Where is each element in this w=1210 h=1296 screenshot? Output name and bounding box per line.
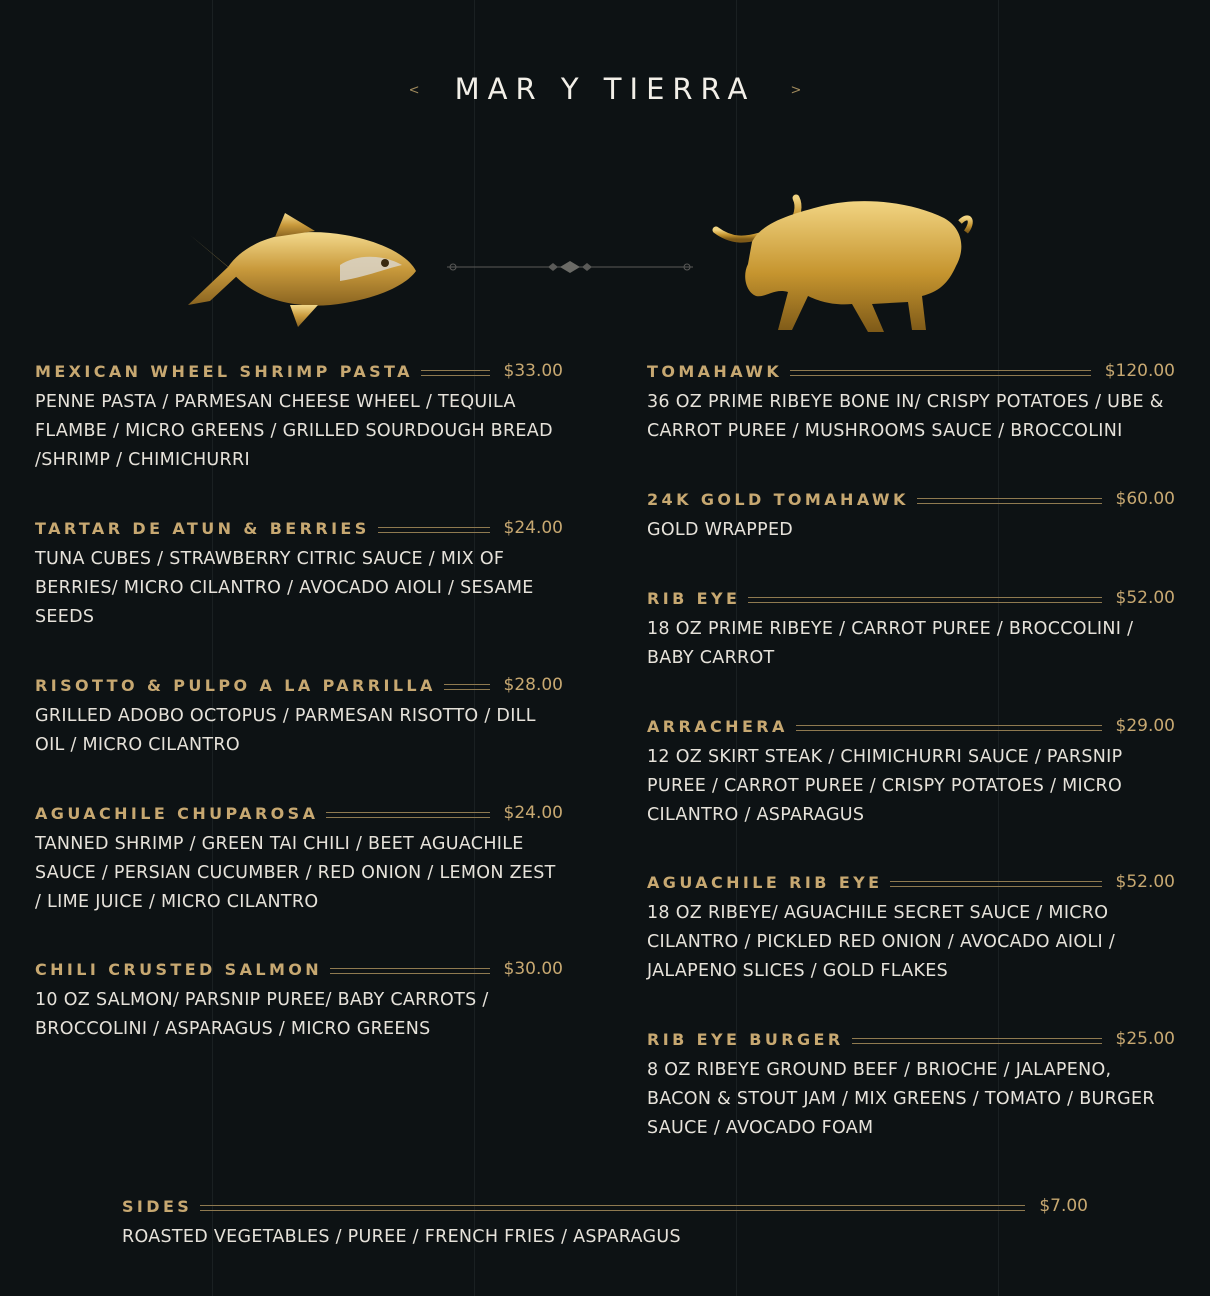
seafood-menu-column: [35, 360, 563, 1058]
menu-item-name: CHILI CRUSTED SALMON: [35, 959, 323, 979]
leader-line: [890, 881, 1101, 887]
menu-item: [647, 488, 1175, 587]
menu-item: [35, 517, 563, 674]
menu-item: [647, 1028, 1175, 1138]
menu-item-name: MEXICAN WHEEL SHRIMP PASTA: [35, 361, 413, 381]
ornament-divider: [445, 258, 695, 276]
menu-item-name: ARRACHERA: [647, 716, 788, 736]
menu-item-price: $28.00: [503, 675, 563, 695]
menu-item-price: $52.00: [1115, 588, 1175, 608]
leader-line: [444, 684, 490, 690]
menu-item-price: $30.00: [503, 959, 563, 979]
leader-line: [917, 498, 1102, 504]
menu-item-name: RIB EYE: [647, 588, 741, 608]
menu-item-price: $25.00: [1115, 1029, 1175, 1049]
menu-item-name: SIDES: [122, 1196, 193, 1216]
menu-item: [122, 1195, 1088, 1252]
menu-item-description: ROASTED VEGETABLES / PUREE / FRENCH FRIES / ASPARAGUS: [122, 1227, 681, 1247]
menu-header: [0, 72, 1210, 106]
leader-line: [748, 597, 1101, 603]
leader-line: [330, 968, 489, 974]
menu-item-description: PENNE PASTA / PARMESAN CHEESE WHEEL / TEQUILA FLAMBE / MICRO GREENS / GRILLED SOURDOUGH BREAD /SHRIMP / CHIMICHURRI: [35, 392, 553, 470]
leader-line: [378, 527, 490, 533]
menu-item-description: 18 OZ RIBEYE/ AGUACHILE SECRET SAUCE / MICRO CILANTRO / PICKLED RED ONION / AVOCADO AIOLI / JALAPENO SLICES / GOLD FLAKES: [647, 903, 1116, 981]
menu-item-description: 10 OZ SALMON/ PARSNIP PUREE/ BABY CARROTS / BROCCOLINI / ASPARAGUS / MICRO GREENS: [35, 990, 489, 1039]
menu-item-description: TUNA CUBES / STRAWBERRY CITRIC SAUCE / MIX OF BERRIES/ MICRO CILANTRO / AVOCADO AIOLI / SESAME SEEDS: [35, 549, 534, 627]
prev-arrow-icon[interactable]: <: [408, 83, 420, 98]
menu-item: [647, 715, 1175, 871]
leader-line: [421, 370, 490, 376]
menu-item-price: $33.00: [503, 361, 563, 381]
menu-item-price: $24.00: [503, 803, 563, 823]
menu-item-description: TANNED SHRIMP / GREEN TAI CHILI / BEET AGUACHILE SAUCE / PERSIAN CUCUMBER / RED ONION / LEMON ZEST / LIME JUICE / MICRO CILANTRO: [35, 834, 556, 912]
menu-item: [35, 802, 563, 958]
menu-item: [647, 360, 1175, 488]
menu-item: [647, 587, 1175, 715]
menu-item-price: $120.00: [1104, 361, 1175, 381]
menu-item-name: RIB EYE BURGER: [647, 1029, 844, 1049]
menu-item-price: $52.00: [1115, 872, 1175, 892]
golden-fish-icon: [180, 205, 425, 335]
leader-line: [200, 1205, 1025, 1211]
menu-item: [35, 674, 563, 802]
menu-item-description: 8 OZ RIBEYE GROUND BEEF / BRIOCHE / JALAPENO, BACON & STOUT JAM / MIX GREENS / TOMATO / BURGER SAUCE / AVOCADO FOAM: [647, 1060, 1155, 1138]
menu-item-name: 24K GOLD TOMAHAWK: [647, 489, 909, 509]
leader-line: [326, 812, 489, 818]
menu-item-description: GRILLED ADOBO OCTOPUS / PARMESAN RISOTTO / DILL OIL / MICRO CILANTRO: [35, 706, 536, 755]
golden-bull-icon: [712, 192, 977, 342]
leader-line: [796, 725, 1102, 731]
leader-line: [852, 1038, 1102, 1044]
meat-menu-column: [647, 360, 1175, 1138]
menu-item-description: 36 OZ PRIME RIBEYE BONE IN/ CRISPY POTATOES / UBE & CARROT PUREE / MUSHROOMS SAUCE / BROCCOLINI: [647, 392, 1164, 441]
menu-item: [35, 958, 563, 1058]
menu-item-name: AGUACHILE RIB EYE: [647, 872, 883, 892]
menu-item-price: $29.00: [1115, 716, 1175, 736]
menu-item-description: GOLD WRAPPED: [647, 520, 794, 540]
menu-item-description: 12 OZ SKIRT STEAK / CHIMICHURRI SAUCE / PARSNIP PUREE / CARROT PUREE / CRISPY POTATOES / MICRO CILANTRO / ASPARAGUS: [647, 747, 1123, 825]
next-arrow-icon[interactable]: >: [790, 83, 802, 98]
menu-item-price: $60.00: [1115, 489, 1175, 509]
menu-item-name: TOMAHAWK: [647, 361, 783, 381]
menu-item: [35, 360, 563, 517]
menu-item-name: RISOTTO & PULPO A LA PARRILLA: [35, 675, 436, 695]
page-title: MAR Y TIERRA: [454, 72, 756, 106]
menu-item-name: TARTAR DE ATUN & BERRIES: [35, 518, 370, 538]
menu-item-price: $7.00: [1039, 1196, 1088, 1216]
menu-item-price: $24.00: [503, 518, 563, 538]
leader-line: [790, 370, 1091, 376]
menu-item-description: 18 OZ PRIME RIBEYE / CARROT PUREE / BROCCOLINI / BABY CARROT: [647, 619, 1134, 668]
menu-item: [647, 871, 1175, 1028]
sides-section: [122, 1195, 1088, 1252]
menu-item-name: AGUACHILE CHUPAROSA: [35, 803, 319, 823]
